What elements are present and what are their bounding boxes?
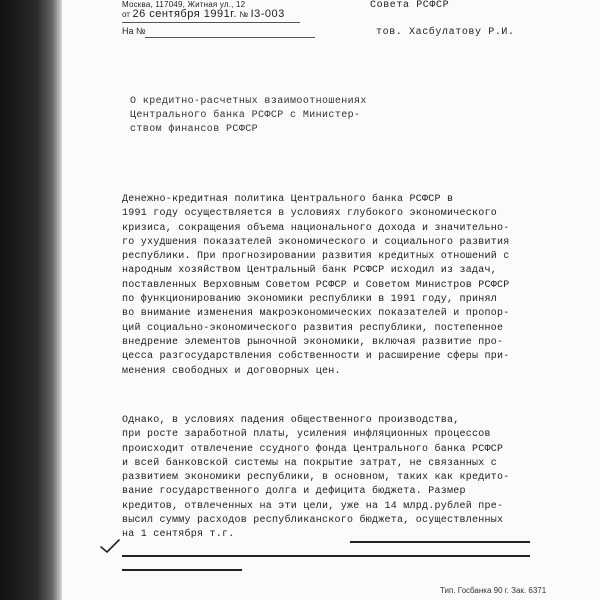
text-line: кризиса, сокращения объема национального дохода и значительно- bbox=[122, 222, 510, 234]
text-line: развитием экономики республики, в основном, таких как кредито- bbox=[122, 472, 510, 484]
text-line: народным хозяйством Центральный банк РСФСР исходил из задач, bbox=[122, 265, 498, 277]
letter-date: 26 сентября 1991г. bbox=[132, 8, 237, 20]
date-underline bbox=[122, 22, 300, 23]
text-line: ций социально-экономического развития республики, постепенное bbox=[122, 322, 504, 334]
scan-dark-margin bbox=[0, 0, 62, 600]
text-line: кредитов, отвлеченных на эти цели, уже на 14 млрд.рублей пре- bbox=[122, 500, 504, 512]
text-line: Денежно-кредитная политика Центрального банка РСФСР в bbox=[122, 194, 454, 205]
subject-line: ством финансов РСФСР bbox=[130, 124, 259, 135]
text-line: вание государственного долга и дефицита бюджета. Размер bbox=[122, 486, 466, 498]
date-prefix: от bbox=[122, 10, 130, 19]
reference-underline bbox=[145, 37, 315, 38]
letter-number: I3-003 bbox=[250, 8, 285, 20]
text-line: 1991 году осуществляется в условиях глубокого экономического bbox=[122, 208, 498, 220]
number-sign: № bbox=[239, 10, 249, 19]
text-line: и всей банковской системы на покрытие затрат, не связанных с bbox=[122, 457, 498, 469]
text-line: при росте заработной платы, усиления инфляционных процессов bbox=[122, 429, 491, 441]
handwritten-underline bbox=[122, 569, 242, 571]
text-line: поставленных Верховным Советом РСФСР и Советом Министров РСФСР bbox=[122, 279, 510, 291]
handwritten-underline bbox=[122, 555, 530, 557]
text-line: на 1 сентября т.г. bbox=[122, 529, 235, 541]
text-line: го ухудшения показателей экономического и социального развития bbox=[122, 236, 510, 248]
check-mark-icon bbox=[100, 538, 120, 554]
text-line: внедрение элементов рыночной экономики, включая развитие про- bbox=[122, 336, 504, 348]
reference-number-label: На № bbox=[122, 26, 146, 36]
text-line: по функционированию экономики республики в 1991 году, принял bbox=[122, 294, 498, 306]
text-line: во внимание изменения макроэкономических показателей и пропор- bbox=[122, 308, 510, 320]
recipient-organization: Совета РСФСР bbox=[370, 0, 450, 11]
text-line: происходит отвлечение ссудного фонда Центрального банка РСФСР bbox=[122, 443, 504, 455]
date-line bbox=[122, 8, 285, 20]
subject-line: О кредитно-расчетных взаимоотношениях bbox=[130, 96, 367, 107]
text-line: республики. При прогнозировании развития кредитных отношений с bbox=[122, 251, 510, 263]
text-line: менения свободных и договорных цен. bbox=[122, 365, 341, 377]
text-line: высил сумму расходов республиканского бюджета, осуществленных bbox=[122, 515, 504, 527]
body-paragraph-1 bbox=[122, 193, 542, 379]
handwritten-underline bbox=[350, 541, 530, 543]
text-line: цесса разгосударствления собственности и расширение сферы при- bbox=[122, 351, 510, 363]
subject-line: Центрального банка РСФСР с Министер- bbox=[130, 110, 361, 121]
recipient-name: тов. Хасбулатову Р.И. bbox=[376, 27, 515, 38]
text-line: Однако, в условиях падения общественного производства, bbox=[122, 415, 460, 426]
letter-subject bbox=[130, 95, 410, 137]
sender-address: Москва, 117049, Житная ул., 12 bbox=[122, 0, 246, 9]
body-paragraph-2 bbox=[122, 414, 542, 543]
print-mark: Тип. Госбанка 90 г. Зак. 6371 bbox=[440, 586, 547, 595]
